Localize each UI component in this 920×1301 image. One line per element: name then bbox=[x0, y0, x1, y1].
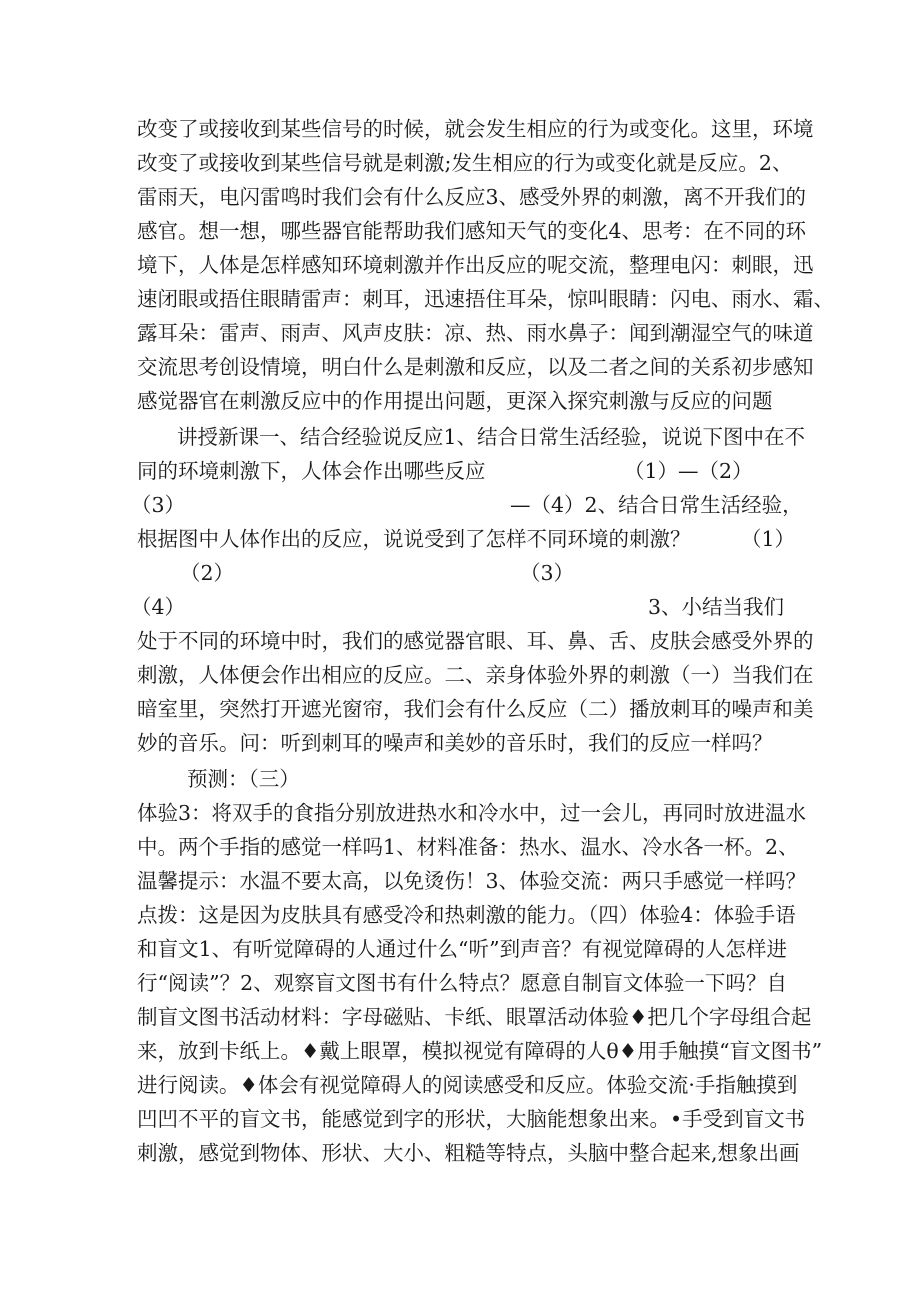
text-line: 改变了或接收到某些信号的时候，就会发生相应的行为或变化。这里，环境 bbox=[137, 117, 814, 141]
text-line: 行“阅读”？2、观察盲文图书有什么特点？愿意自制盲文体验一下吗？自 bbox=[137, 971, 787, 995]
lesson-line-3 bbox=[131, 488, 803, 522]
text-line: 刺激，感觉到物体、形状、大小、粗糙等特点，头脑中整合起来,想象出画 bbox=[137, 1141, 800, 1165]
text-line: 雷雨天，电闪雷鸣时我们会有什么反应3、感受外界的刺激，离不开我们的 bbox=[137, 185, 807, 209]
text-line: 和盲文1、有听觉障碍的人通过什么“听”到声音？有视觉障碍的人怎样进 bbox=[137, 937, 787, 961]
lesson-line-3-text: —（4）2、结合日常生活经验， bbox=[510, 493, 803, 517]
lesson-intro-line: 讲授新课一、结合经验说反应1、结合日常生活经验，说说下图中在不 bbox=[177, 425, 806, 449]
lesson-line-6 bbox=[131, 590, 787, 624]
text-line: 感官。想一想，哪些器官能帮助我们感知天气的变化4、思考：在不同的环 bbox=[137, 219, 807, 243]
text-line: 感觉器官在刺激反应中的作用提出问题，更深入探究刺激与反应的问题 bbox=[137, 389, 773, 413]
text-line: 处于不同的环境中时，我们的感觉器官眼、耳、鼻、舌、皮肤会感受外界的 bbox=[137, 629, 814, 653]
lesson-line-5 bbox=[137, 556, 787, 590]
text-line: 露耳朵：雷声、雨声、风声皮肤：凉、热、雨水鼻子：闻到潮湿空气的味道 bbox=[137, 321, 814, 345]
text-line: 暗室里，突然打开遮光窗帘，我们会有什么反应（二）播放刺耳的噪声和美 bbox=[137, 697, 814, 721]
lesson-line-4-text: 根据图中人体作出的反应，说说受到了怎样不同环境的刺激？ bbox=[137, 527, 691, 551]
figure-mark-4: （4） bbox=[131, 595, 186, 619]
text-line: 交流思考创设情境，明白什么是刺激和反应，以及二者之间的关系初步感知 bbox=[137, 355, 814, 379]
text-line: 体验3：将双手的食指分别放进热水和冷水中，过一会儿，再同时放进温水 bbox=[137, 801, 807, 825]
text-line: 妙的音乐。问：听到刺耳的噪声和美妙的音乐时，我们的反应一样吗？ bbox=[137, 731, 773, 755]
text-line: 来，放到卡纸上。♦戴上眼罩，模拟视觉有障碍的人θ♦用手触摸“盲文图书” bbox=[137, 1039, 823, 1063]
text-line: 境下，人体是怎样感知环境刺激并作出反应的呢交流，整理电闪：刺眼，迅 bbox=[137, 253, 814, 277]
lesson-line-4 bbox=[137, 522, 796, 556]
figure-mark-1: （1） bbox=[741, 527, 796, 551]
text-line: 制盲文图书活动材料：字母磁贴、卡纸、眼罩活动体验♦把几个字母组合起 bbox=[137, 1005, 812, 1029]
text-line: 进行阅读。♦体会有视觉障碍人的阅读感受和反应。体验交流·手指触摸到 bbox=[137, 1073, 798, 1097]
lesson-line-2 bbox=[137, 454, 787, 488]
text-line: 点拨：这是因为皮肤具有感受冷和热刺激的能力。（四）体验4：体验手语 bbox=[137, 903, 796, 927]
text-line: 凹凹不平的盲文书，能感觉到字的形状，大脑能想象出来。•手受到盲文书 bbox=[137, 1107, 806, 1131]
text-line: 刺激，人体便会作出相应的反应。二、亲身体验外界的刺激（一）当我们在 bbox=[137, 663, 814, 687]
figure-mark-3b: （3） bbox=[520, 561, 575, 585]
text-line: 速闭眼或捂住眼睛雷声：刺耳，迅速捂住耳朵，惊叫眼睛：闪电、雨水、霜、 bbox=[137, 287, 834, 311]
lesson-line-2-text: 同的环境刺激下，人体会作出哪些反应 bbox=[137, 459, 486, 483]
text-line: 改变了或接收到某些信号就是刺激;发生相应的行为或变化就是反应。2、 bbox=[137, 151, 793, 175]
text-line: 中。两个手指的感觉一样吗1、材料准备：热水、温水、冷水各一杯。2、 bbox=[137, 835, 799, 859]
figure-mark-3: （3） bbox=[131, 493, 186, 517]
figure-mark-2: （2） bbox=[180, 561, 235, 585]
figure-marks-1-2: （1）—（2） bbox=[624, 459, 753, 483]
text-line: 温馨提示：水温不要太高，以免烫伤！3、体验交流：两只手感觉一样吗？ bbox=[137, 869, 807, 893]
predict-line: 预测：（三） bbox=[187, 767, 300, 791]
summary-start: 3、小结当我们 bbox=[648, 595, 785, 619]
